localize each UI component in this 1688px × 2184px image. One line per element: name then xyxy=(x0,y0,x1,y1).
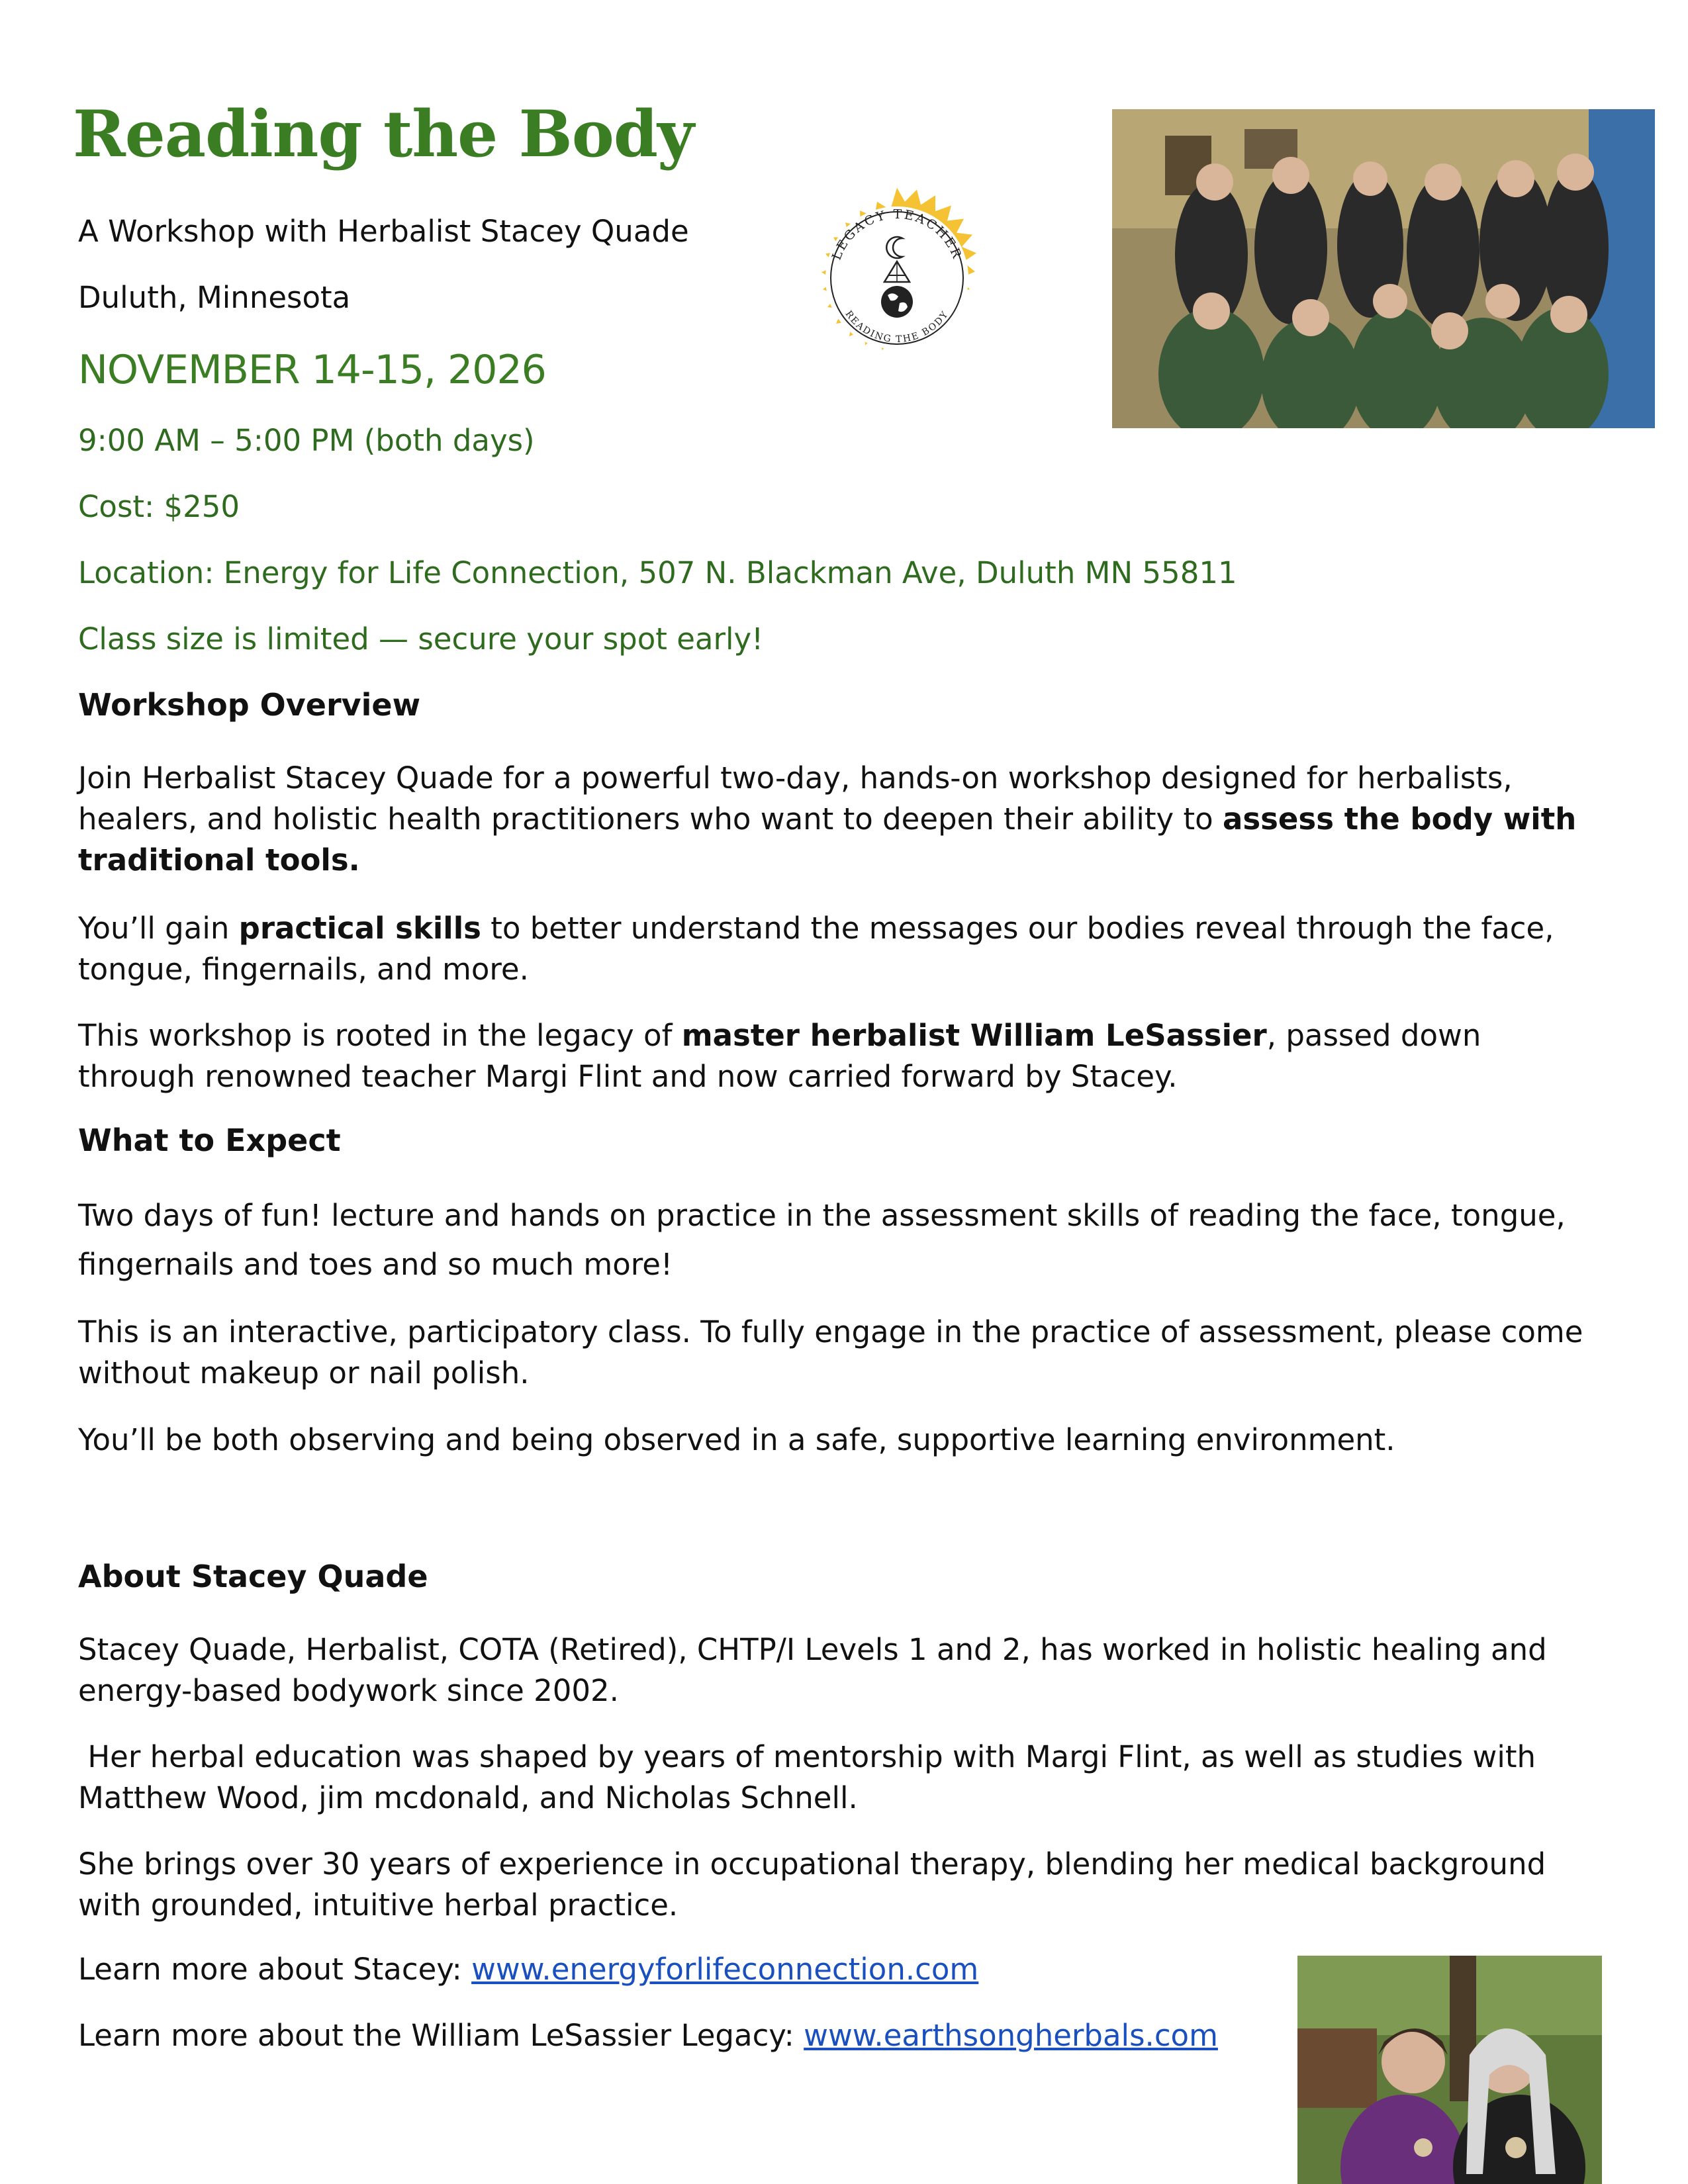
section-heading-about: About Stacey Quade xyxy=(78,1559,428,1594)
seal-bottom-text: READING THE BODY xyxy=(843,308,951,345)
about-paragraph-2: Her herbal education was shaped by years of mentorship with Margi Flint, as well as studies with Matthew Wood, jim mcdonald, and Nicholas Schnell. xyxy=(78,1739,1546,1815)
overview-paragraph-2 xyxy=(78,908,1594,990)
overview-p2-text-c: to better understand the messages our bodies reveal through the face, tongue, fingernails, and more. xyxy=(78,911,1554,987)
globe-icon xyxy=(881,286,913,318)
learn-more-legacy-label: Learn more about the William LeSassier Legacy: xyxy=(78,2018,804,2053)
about-paragraph-1: Stacey Quade, Herbalist, COTA (Retired), CHTP/I Levels 1 and 2, has worked in holistic healing and energy-based bodywork since 2002. xyxy=(78,1632,1547,1708)
section-heading-expect: What to Expect xyxy=(78,1122,341,1158)
overview-p1-text: Join Herbalist Stacey Quade for a powerful two-day, hands-on workshop designed for herbalists, healers, and holistic health practitioners who want to deepen their ability to xyxy=(78,760,1513,837)
portrait-photo xyxy=(1297,1956,1602,2184)
class-size-note: Class size is limited — secure your spot early! xyxy=(78,621,764,657)
event-location: Location: Energy for Life Connection, 507 N. Blackman Ave, Duluth MN 55811 xyxy=(78,555,1237,590)
group-photo xyxy=(1112,109,1655,428)
overview-paragraph-1 xyxy=(78,758,1594,881)
learn-more-legacy xyxy=(78,2017,1218,2054)
overview-p2-text-a: You’ll gain xyxy=(78,911,239,946)
stacey-website-link[interactable]: www.energyforlifeconnection.com xyxy=(471,1952,979,1987)
learn-more-stacey xyxy=(78,1951,978,1988)
city: Duluth, Minnesota xyxy=(78,280,351,315)
event-date: NOVEMBER 14-15, 2026 xyxy=(78,347,546,393)
expect-paragraph-1: Two days of fun! lecture and hands on practice in the assessment skills of reading the face, tongue, fingernails and toes and so much more! xyxy=(78,1198,1566,1282)
section-heading-overview: Workshop Overview xyxy=(78,687,421,723)
expect-paragraph-2: This is an interactive, participatory class. To fully engage in the practice of assessment, please come without makeup or nail polish. xyxy=(78,1314,1583,1390)
expect-paragraph-3: You’ll be both observing and being observed in a safe, supportive learning environment. xyxy=(78,1422,1395,1457)
earthsong-website-link[interactable]: www.earthsongherbals.com xyxy=(804,2018,1218,2053)
workshop-subtitle: A Workshop with Herbalist Stacey Quade xyxy=(78,214,689,249)
overview-p3-text-c: , passed down through renowned teacher Margi Flint and now carried forward by Stacey. xyxy=(78,1018,1481,1094)
seal-top-text: LEGACY TEACHER xyxy=(829,206,965,263)
event-cost: Cost: $250 xyxy=(78,489,240,524)
overview-p3-emphasis: master herbalist William LeSassier xyxy=(681,1018,1267,1053)
overview-paragraph-3 xyxy=(78,1015,1594,1097)
about-paragraph-3: She brings over 30 years of experience in occupational therapy, blending her medical background with grounded, intuitive herbal practice. xyxy=(78,1846,1546,1923)
learn-more-stacey-label: Learn more about Stacey: xyxy=(78,1952,472,1987)
page-title: Reading the Body xyxy=(73,97,694,171)
overview-p1-emphasis: assess the body with traditional tools. xyxy=(78,801,1577,878)
event-time: 9:00 AM – 5:00 PM (both days) xyxy=(78,423,535,458)
overview-p3-text-a: This workshop is rooted in the legacy of xyxy=(78,1018,682,1053)
legacy-teacher-seal xyxy=(791,172,1003,384)
overview-p2-emphasis: practical skills xyxy=(238,911,481,946)
